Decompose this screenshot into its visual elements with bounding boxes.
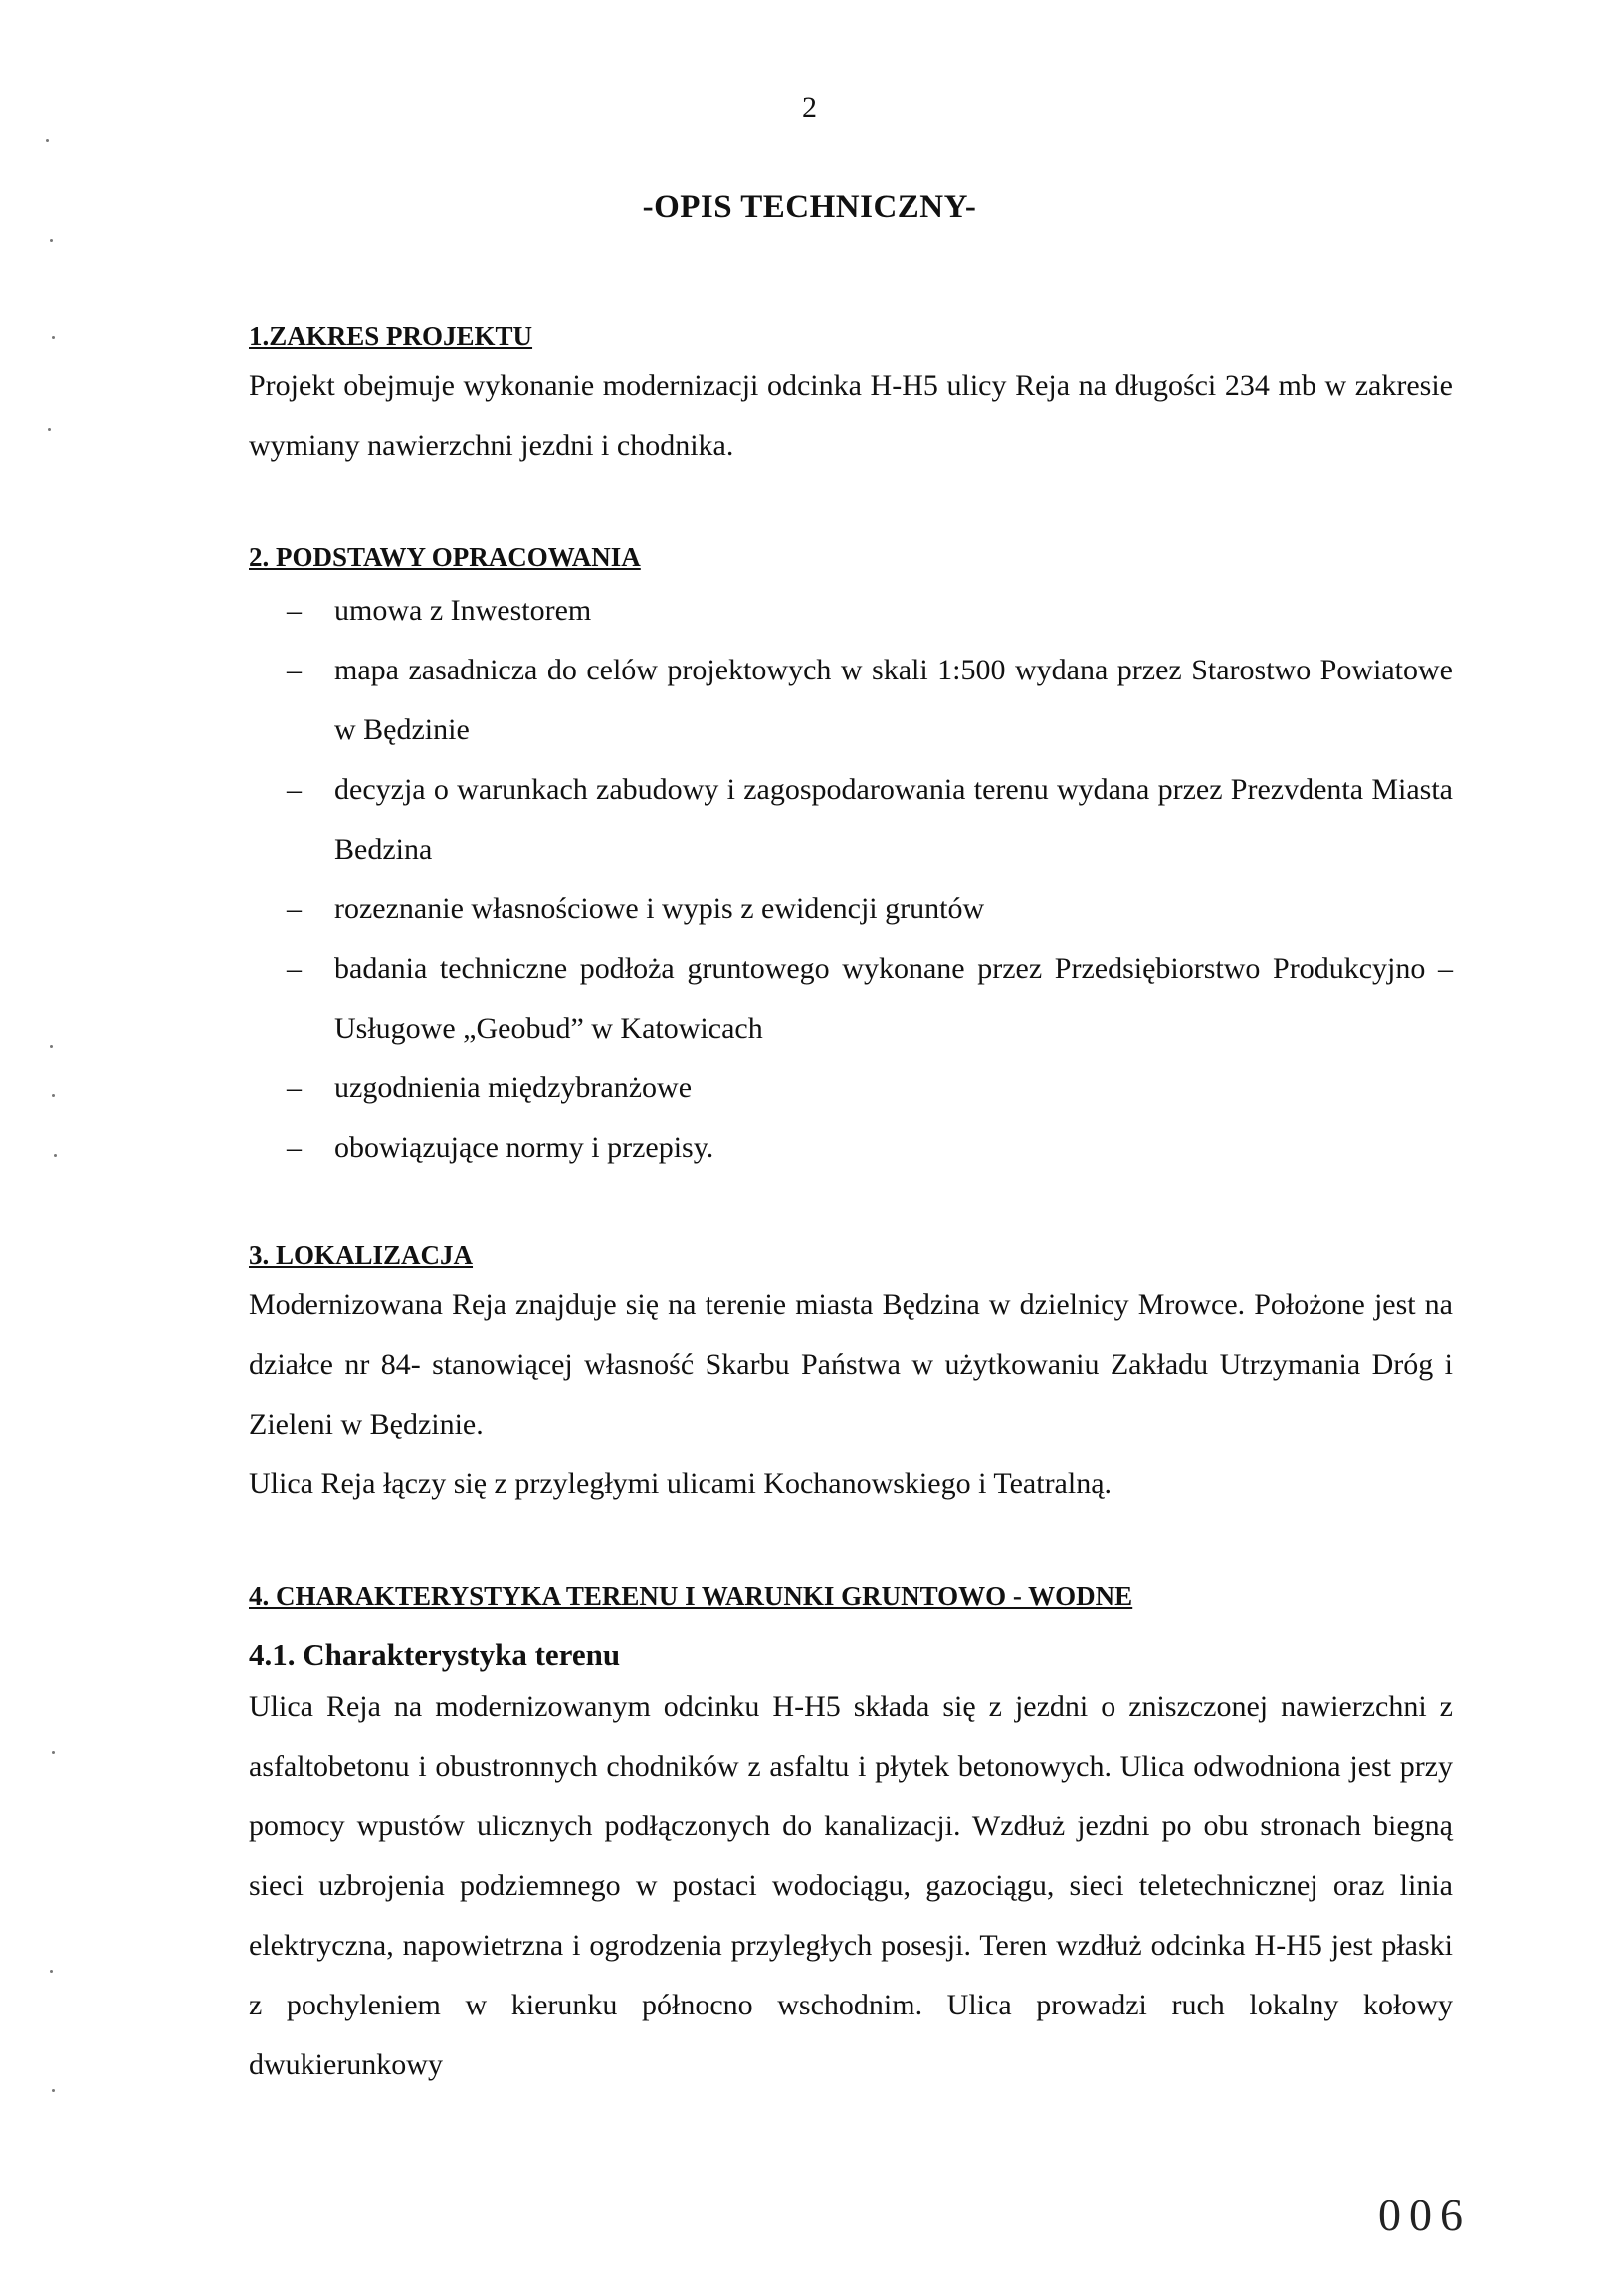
- dash-bullet-icon: –: [287, 773, 302, 806]
- section-podstawy-opracowania: [249, 537, 1453, 1178]
- list-item: – mapa zasadnicza do celów projektowych w skali 1:500 wydana przez Starostwo Powiatowe w Będzinie: [249, 641, 1453, 760]
- list-item: – rozeznanie własnościowe i wypis z ewidencji gruntów: [249, 879, 1453, 939]
- section-charakterystyka-terenu: [249, 1576, 1453, 2095]
- section-paragraph: Projekt obejmuje wykonanie modernizacji odcinka H-H5 ulicy Reja na długości 234 mb w zakresie wymiany nawierzchni jezdni i chodnika.: [249, 369, 1453, 462]
- dash-bullet-icon: –: [287, 1071, 302, 1104]
- list-item: – obowiązujące normy i przepisy.: [249, 1118, 1453, 1178]
- document-title: -OPIS TECHNICZNY-: [642, 189, 977, 225]
- list-item: – umowa z Inwestorem: [249, 581, 1453, 641]
- dash-bullet-icon: –: [287, 594, 302, 627]
- page-stamp: 006: [1378, 2190, 1471, 2240]
- bullet-list: [249, 581, 1453, 1178]
- section-lokalizacja: [249, 1236, 1453, 1514]
- scan-margin-marks: [40, 0, 80, 2296]
- section-heading: 1.ZAKRES PROJEKTU: [249, 321, 533, 351]
- list-item: – decyzja o warunkach zabudowy i zagospodarowania terenu wydana przez Prezvdenta Miasta Bedzina: [249, 760, 1453, 879]
- section-heading: 4. CHARAKTERYSTYKA TERENU I WARUNKI GRUNTOWO - WODNE: [249, 1581, 1133, 1611]
- dash-bullet-icon: –: [287, 1131, 302, 1164]
- page-number: 2: [802, 92, 817, 124]
- section-paragraph: Ulica Reja łączy się z przyległymi ulicami Kochanowskiego i Teatralną.: [249, 1467, 1113, 1500]
- section-zakres-projektu: [249, 316, 1453, 476]
- section-heading: 2. PODSTAWY OPRACOWANIA: [249, 542, 641, 572]
- list-item: – badania techniczne podłoża gruntowego wykonane przez Przedsiębiorstwo Produkcyjno – Usługowe „Geobud” w Katowicach: [249, 939, 1453, 1058]
- subsection-heading: 4.1. Charakterystyka terenu: [249, 1637, 621, 1672]
- section-paragraph: Modernizowana Reja znajduje się na terenie miasta Będzina w dzielnicy Mrowce. Położone jest na działce nr 84- stanowiącej własność Skarbu Państwa w użytkowaniu Zakładu Utrzymania Dróg i Zieleni w Będzinie.: [249, 1288, 1453, 1440]
- list-item: – uzgodnienia międzybranżowe: [249, 1058, 1453, 1118]
- section-heading: 3. LOKALIZACJA: [249, 1241, 474, 1270]
- dash-bullet-icon: –: [287, 892, 302, 925]
- document-body: [249, 316, 1453, 2095]
- section-paragraph: Ulica Reja na modernizowanym odcinku H-H5 składa się z jezdni o zniszczonej nawierzchni z asfaltobetonu i obustronnych chodników z asfaltu i płytek betonowych. Ulica odwodniona jest przy pomocy wpustów ulicznych podłączonych do kanalizacji. Wzdłuż jezdni po obu stronach biegną sieci uzbrojenia podziemnego w postaci wodociągu, gazociągu, sieci teletechnicznej oraz linia elektryczna, napowietrzna i ogrodzenia przyległych posesji. Teren wzdłuż odcinka H-H5 jest płaski z pochyleniem w kierunku północno wschodnim. Ulica prowadzi ruch lokalny kołowy dwukierunkowy: [249, 1690, 1453, 2081]
- dash-bullet-icon: –: [287, 952, 302, 985]
- dash-bullet-icon: –: [287, 654, 302, 686]
